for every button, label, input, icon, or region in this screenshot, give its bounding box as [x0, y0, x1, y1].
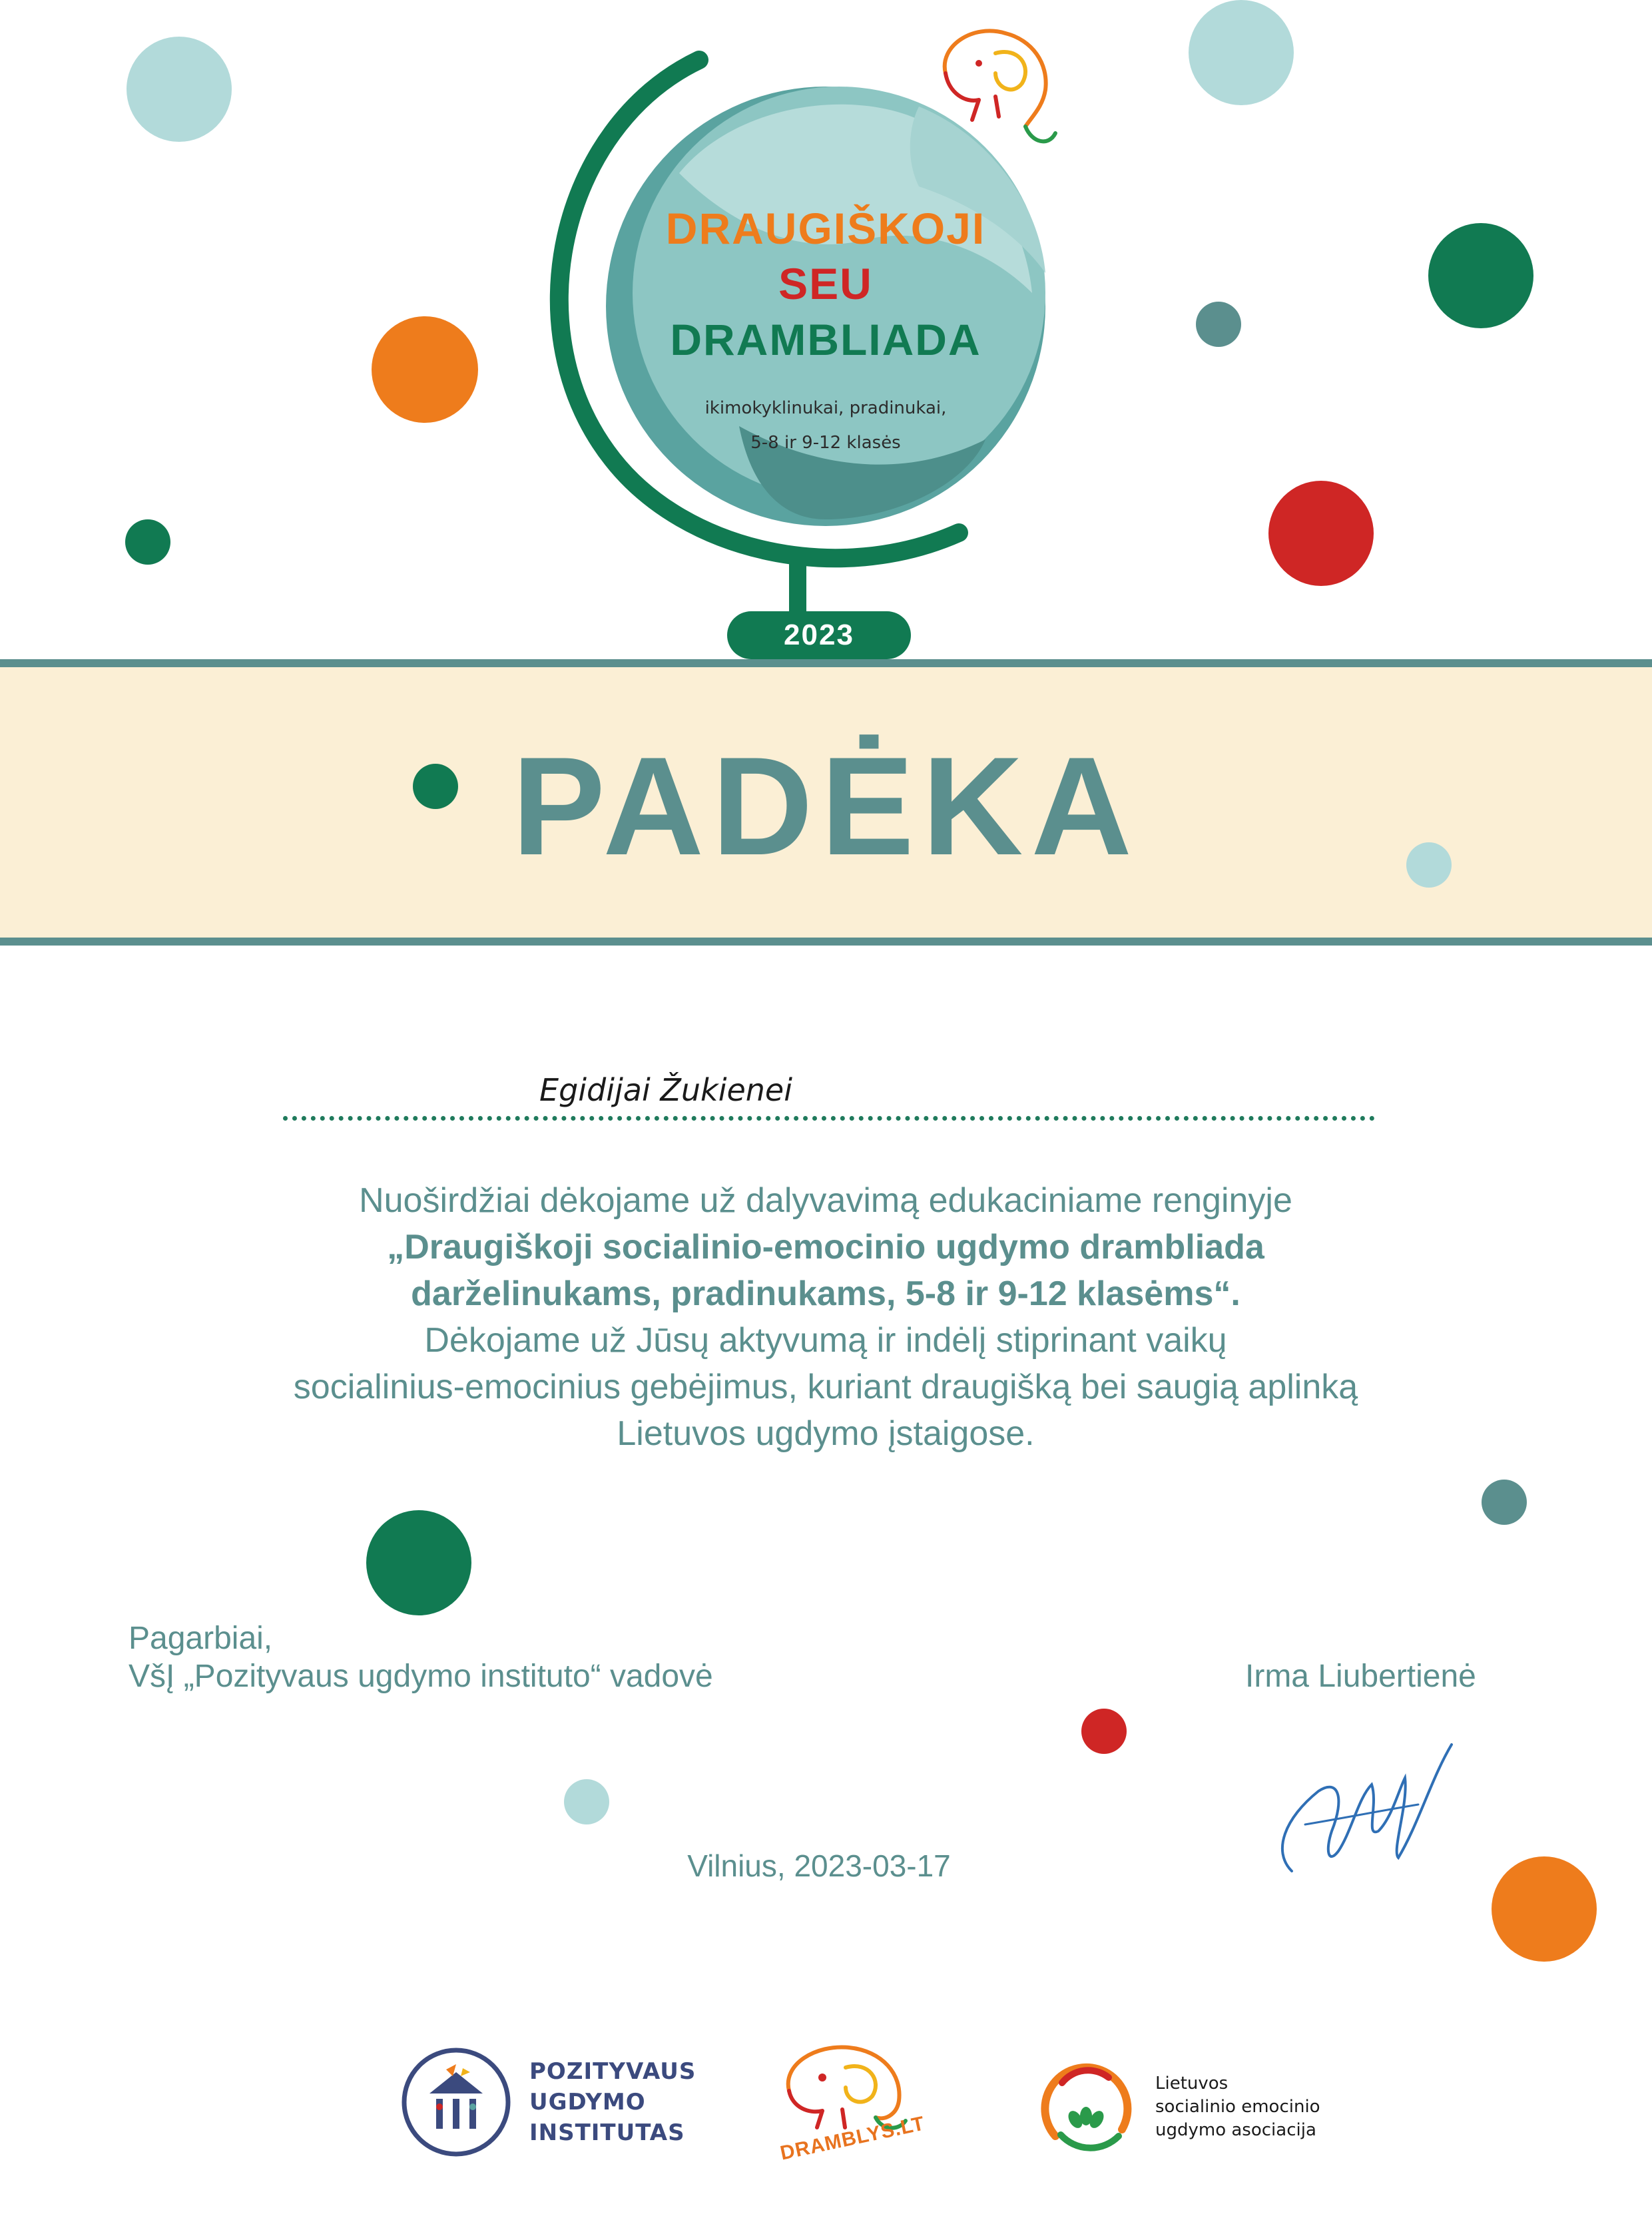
- decorative-dot: [1428, 223, 1533, 328]
- body-line5: socialinius-emocinius gebėjimus, kuriant draugišką bei saugią aplinką: [293, 1368, 1358, 1406]
- body-line6: Lietuvos ugdymo įstaigose.: [617, 1414, 1035, 1453]
- lsea-logo-line2: socialinio emocinio: [1155, 2097, 1320, 2117]
- decorative-dot: [1189, 0, 1294, 105]
- pozityvaus-ugdymo-logo-icon: [400, 2046, 513, 2159]
- pui-logo-line3: INSTITUTAS: [529, 2119, 685, 2146]
- regards-text: Pagarbiai,: [129, 1621, 273, 1656]
- decorative-dot: [1492, 1856, 1597, 1962]
- event-title-line1: DRAUGIŠKOJI: [665, 204, 986, 253]
- event-subtitle-line2: 5-8 ir 9-12 klasės: [750, 433, 901, 453]
- signer-role: VšĮ „Pozityvaus ugdymo instituto“ vadovė: [129, 1659, 713, 1694]
- pui-logo-line2: UGDYMO: [529, 2089, 646, 2115]
- decorative-dot: [127, 37, 232, 142]
- body-line3: darželinukams, pradinukams, 5-8 ir 9-12 klasėms“.: [411, 1274, 1240, 1313]
- event-title-line2: SEU: [778, 259, 873, 308]
- decorative-dot: [366, 1510, 471, 1615]
- decorative-dot: [1081, 1709, 1127, 1754]
- event-subtitle-line1: ikimokyklinukai, pradinukai,: [704, 398, 947, 418]
- year-badge: 2023: [727, 611, 911, 659]
- elephant-mascot-icon: [945, 31, 1055, 141]
- certificate-title: PADĖKA: [511, 728, 1141, 884]
- dramblys-logo-text: DRAMBLYS.LT: [778, 2112, 927, 2165]
- lsea-logo-icon: [1035, 2056, 1135, 2156]
- decorative-dot: [1482, 1480, 1527, 1525]
- place-date: Vilnius, 2023-03-17: [687, 1848, 951, 1883]
- lsea-logo-line1: Lietuvos: [1155, 2074, 1229, 2093]
- decorative-dot: [1196, 302, 1241, 347]
- pui-logo-line1: POZITYVAUS: [529, 2058, 696, 2085]
- body-line4: Dėkojame už Jūsų aktyvumą ir indėlį stiprinant vaikų: [424, 1321, 1227, 1360]
- decorative-dot: [372, 316, 478, 423]
- event-title-line3: DRAMBLIADA: [670, 315, 981, 364]
- decorative-dot: [564, 1779, 609, 1824]
- lsea-logo-line3: ugdymo asociacija: [1155, 2120, 1316, 2140]
- body-line2: „Draugiškoji socialinio-emocinio ugdymo drambliada: [387, 1228, 1264, 1266]
- decorative-dot: [1268, 481, 1374, 586]
- recipient-name: Egidijai Žukienei: [539, 1072, 793, 1108]
- recipient-dotted-line: [283, 1116, 1375, 1121]
- signer-name: Irma Liubertienė: [1245, 1659, 1476, 1694]
- handwritten-signature: [1265, 1718, 1465, 1891]
- body-line1: Nuoširdžiai dėkojame už dalyvavimą edukaciniame renginyje: [359, 1181, 1292, 1220]
- decorative-dot: [125, 519, 170, 565]
